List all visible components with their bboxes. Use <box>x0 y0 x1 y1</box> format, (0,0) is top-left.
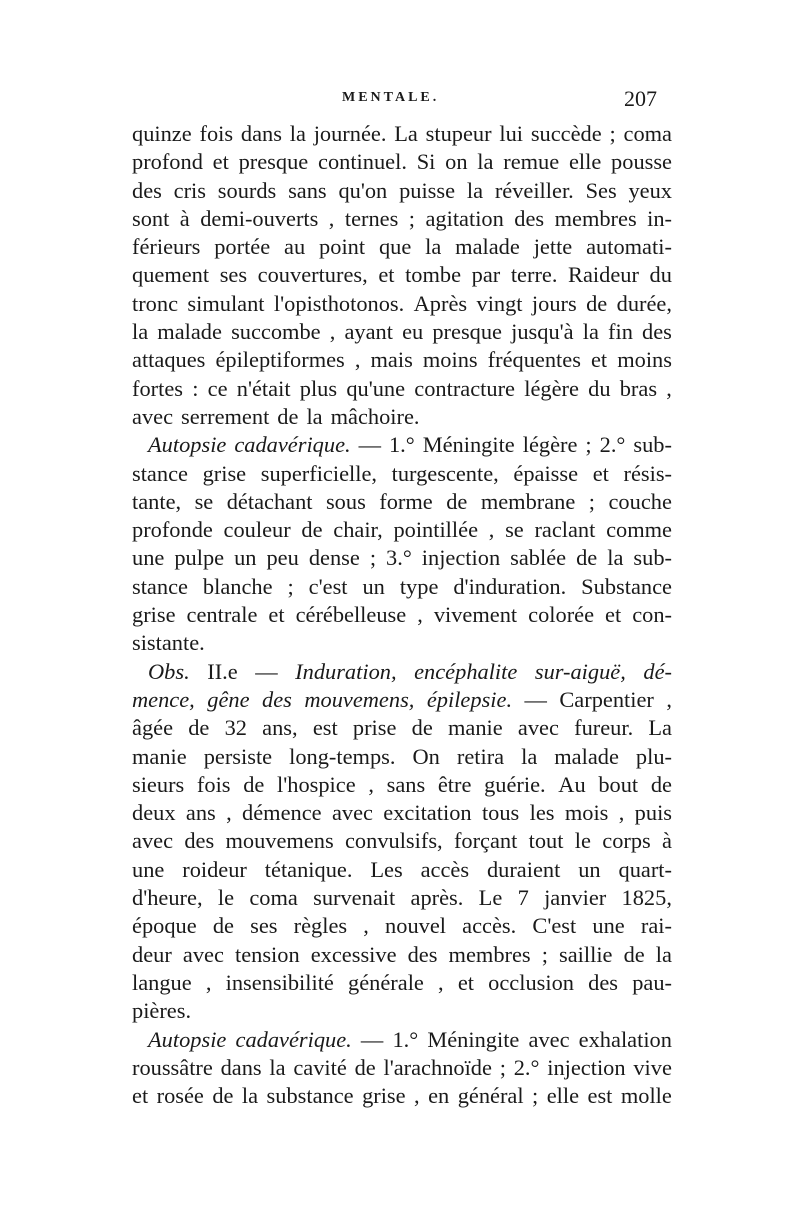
text-line: avec des mouvemens convulsifs, forçant tout le corps à <box>132 828 672 854</box>
text-line: roussâtre dans la cavité de l'arachnoïde ; 2.° injection vive <box>132 1054 672 1080</box>
text-line: deur avec tension excessive des membres ; saillie de la <box>132 941 672 967</box>
text-line: stance grise superficielle, turgescente, épaisse et résis- <box>132 460 672 486</box>
text-line: sistante. <box>132 630 205 656</box>
text-line: Obs. II.e — Induration, encéphalite sur-aiguë, dé- <box>148 658 672 684</box>
text-line: la malade succombe , ayant eu presque jusqu'à la fin des <box>132 319 672 345</box>
text-line: manie persiste long-temps. On retira la malade plu- <box>132 743 672 769</box>
text-line: sieurs fois de l'hospice , sans être guérie. Au bout de <box>132 771 672 797</box>
text-line: tante, se détachant sous forme de membrane ; couche <box>132 488 672 514</box>
text-line: âgée de 32 ans, est prise de manie avec fureur. La <box>132 715 672 741</box>
text-line: fortes : ce n'était plus qu'une contracture légère du bras , <box>132 375 672 401</box>
body-text <box>132 120 672 1110</box>
text-line: deux ans , démence avec excitation tous les mois , puis <box>132 800 672 826</box>
text-line: avec serrement de la mâchoire. <box>132 403 420 429</box>
text-line: attaques épileptiformes , mais moins fréquentes et moins <box>132 347 672 373</box>
running-head: MENTALE. <box>342 90 440 105</box>
text-line: férieurs portée au point que la malade jette automati- <box>132 234 672 260</box>
text-line: quement ses couvertures, et tombe par terre. Raideur du <box>132 262 672 288</box>
page-number: 207 <box>624 86 657 111</box>
text-line: Autopsie cadavérique. — 1.° Méningite légère ; 2.° sub- <box>148 432 672 458</box>
text-line: une roideur tétanique. Les accès duraient un quart- <box>132 856 672 882</box>
text-line: langue , insensibilité générale , et occlusion des pau- <box>132 969 672 995</box>
text-line: une pulpe un peu dense ; 3.° injection sablée de la sub- <box>132 545 672 571</box>
text-line: profonde couleur de chair, pointillée , se raclant comme <box>132 517 672 543</box>
text-line: époque de ses règles , nouvel accès. C'est une rai- <box>132 913 672 939</box>
text-line: d'heure, le coma survenait après. Le 7 janvier 1825, <box>132 885 672 911</box>
text-line: sont à demi-ouverts , ternes ; agitation des membres in- <box>132 205 672 231</box>
text-line: quinze fois dans la journée. La stupeur lui succède ; coma <box>132 121 672 146</box>
text-line: Autopsie cadavérique. — 1.° Méningite avec exhalation <box>148 1026 672 1052</box>
text-line: pières. <box>132 998 192 1024</box>
text-line: tronc simulant l'opisthotonos. Après vingt jours de durée, <box>132 290 672 316</box>
text-line: et rosée de la substance grise , en général ; elle est molle <box>132 1083 672 1109</box>
text-line: profond et presque continuel. Si on la remue elle pousse <box>132 149 672 175</box>
text-line: mence, gêne des mouvemens, épilepsie. — Carpentier , <box>132 686 672 712</box>
text-line: des cris sourds sans qu'on puisse la réveiller. Ses yeux <box>132 177 672 203</box>
text-line: grise centrale et cérébelleuse , vivement colorée et con- <box>132 602 672 628</box>
text-line: stance blanche ; c'est un type d'induration. Substance <box>132 573 672 599</box>
